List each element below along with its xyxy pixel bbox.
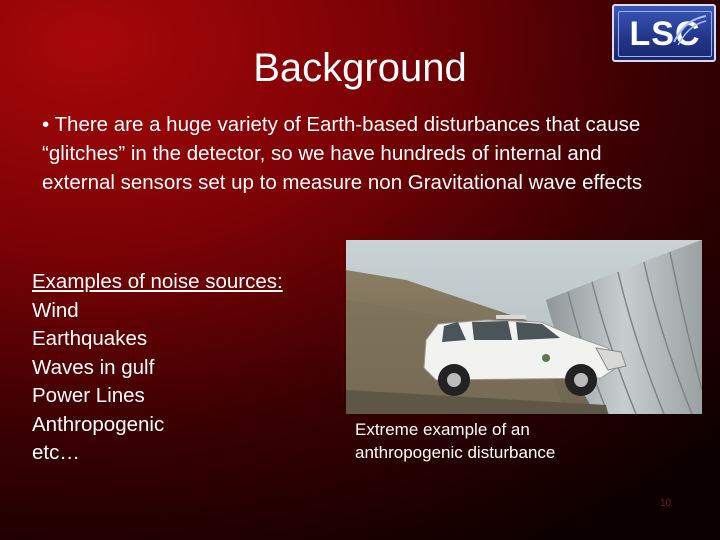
list-item: etc…	[32, 441, 80, 464]
logo-swoosh-icon	[668, 12, 708, 48]
caption-line-2: anthropogenic disturbance	[355, 443, 556, 462]
caption-line-1: Extreme example of an	[355, 420, 530, 439]
photo-illustration	[346, 240, 702, 414]
bullet-paragraph	[42, 110, 662, 197]
list-item: Earthquakes	[32, 327, 148, 350]
photo-caption	[355, 418, 655, 464]
slide-title: Background	[253, 46, 467, 90]
list-item: Waves in gulf	[32, 355, 155, 379]
noise-sources-list	[32, 268, 352, 468]
logo-text: LSC	[618, 11, 712, 57]
bullet-marker: •	[42, 113, 50, 136]
lsc-logo	[612, 4, 716, 62]
bullet-text: There are a huge variety of Earth-based disturbances that cause “glitches” in the detector, so we have hundreds of internal and external sensors set up to measure non Gravitational wave effects	[42, 113, 643, 194]
page-number: 10	[660, 498, 672, 509]
examples-heading: Examples of noise sources:	[32, 270, 283, 293]
list-item: Wind	[32, 298, 79, 322]
crashed-suv-photo	[346, 240, 702, 414]
list-item: Power Lines	[32, 384, 145, 407]
list-item: Anthropogenic	[32, 412, 165, 436]
